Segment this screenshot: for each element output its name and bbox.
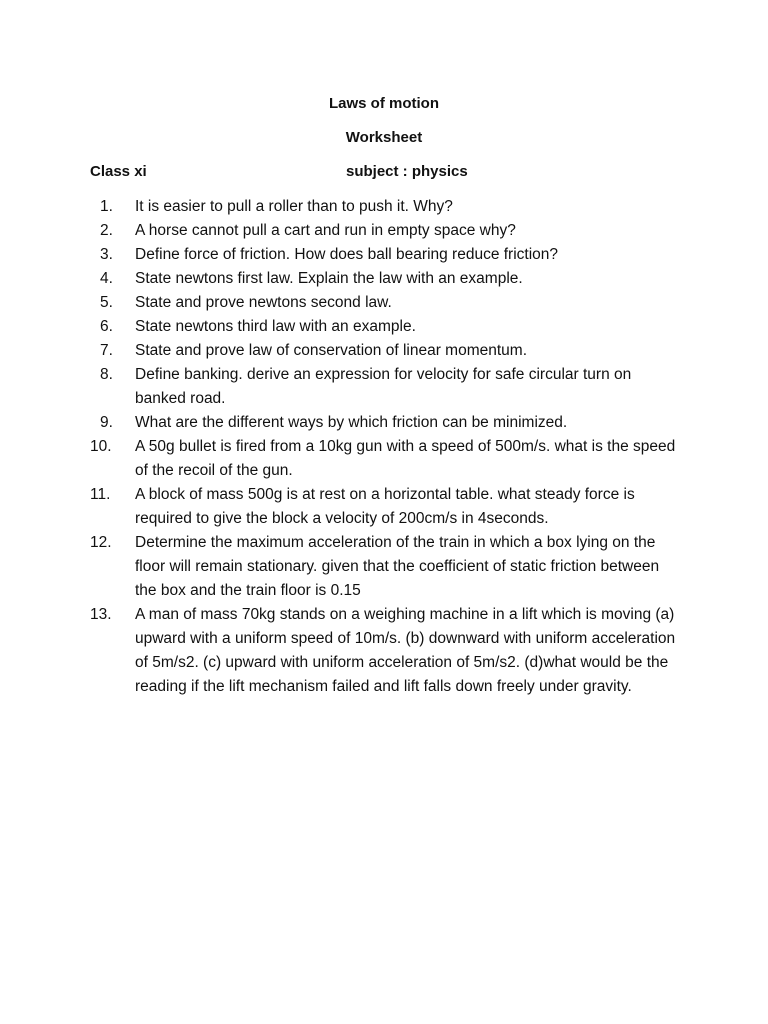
list-item (0, 219, 768, 243)
question-text: State newtons third law with an example. (135, 318, 416, 335)
question-text: State and prove newtons second law. (135, 294, 392, 311)
question-number: 7. (100, 342, 113, 359)
list-item (0, 267, 768, 291)
list-item (0, 363, 768, 411)
list-item (0, 603, 768, 699)
list-item (0, 243, 768, 267)
list-item (0, 435, 768, 483)
question-number: 1. (100, 198, 113, 215)
question-text: State newtons first law. Explain the law with an example. (135, 270, 523, 287)
question-number: 13. (90, 606, 112, 623)
list-item (0, 483, 768, 531)
question-number: 3. (100, 246, 113, 263)
question-number: 11. (90, 486, 111, 503)
question-list (0, 195, 768, 699)
list-item (0, 291, 768, 315)
list-item (0, 339, 768, 363)
list-item (0, 315, 768, 339)
question-text: A horse cannot pull a cart and run in empty space why? (135, 222, 516, 239)
question-number: 2. (100, 222, 113, 239)
question-text: Determine the maximum acceleration of the train in which a box lying on the floor will remain stationary. given that the coefficient of static friction between the box and the train floor is 0.15 (135, 534, 660, 599)
question-number: 4. (100, 270, 113, 287)
question-text: State and prove law of conservation of linear momentum. (135, 342, 528, 359)
meta-row (0, 162, 768, 182)
question-number: 8. (100, 366, 113, 383)
list-item (0, 531, 768, 603)
document-subtitle: Worksheet (345, 129, 423, 146)
question-text: A 50g bullet is fired from a 10kg gun with a speed of 500m/s. what is the speed of the recoil of the gun. (135, 438, 676, 479)
question-text: Define force of friction. How does ball bearing reduce friction? (135, 246, 559, 263)
document-title: Laws of motion (329, 95, 439, 112)
list-item (0, 195, 768, 219)
list-item (0, 411, 768, 435)
question-number: 5. (100, 294, 113, 311)
question-text: A block of mass 500g is at rest on a horizontal table. what steady force is required to give the block a velocity of 200cm/s in 4seconds. (135, 486, 635, 527)
question-text: Define banking. derive an expression for velocity for safe circular turn on banked road. (135, 366, 632, 407)
question-text: It is easier to pull a roller than to push it. Why? (135, 198, 453, 215)
question-number: 6. (100, 318, 113, 335)
question-number: 9. (100, 414, 113, 431)
question-text: What are the different ways by which friction can be minimized. (135, 414, 568, 431)
question-number: 12. (90, 534, 112, 551)
subject-label: subject : physics (346, 163, 468, 180)
question-text: A man of mass 70kg stands on a weighing machine in a lift which is moving (a) upward with a uniform speed of 10m/s. (b) downward with uniform acceleration of 5m/s2. (c) upward with uniform acceleration of 5m/s2. (d)what would be the reading if the lift mechanism failed and lift falls down freely under gravity. (135, 606, 676, 695)
question-number: 10. (90, 438, 112, 455)
class-label: Class xi (90, 163, 147, 180)
